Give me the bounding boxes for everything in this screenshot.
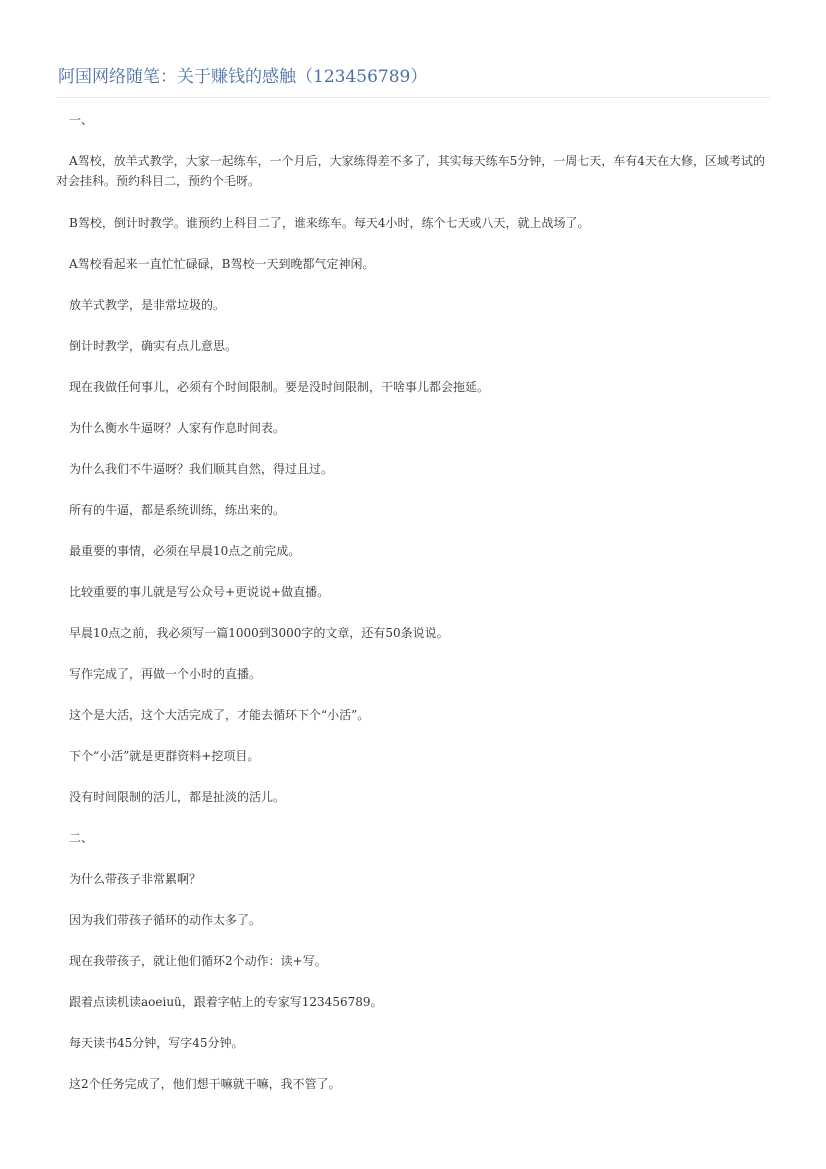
paragraph: A驾校看起来一直忙忙碌碌，B驾校一天到晚都气定神闲。 — [69, 257, 375, 271]
paragraph: 现在我做任何事儿，必须有个时间限制。要是没时间限制，干啥事儿都会拖延。 — [69, 380, 490, 394]
paragraph: 这个是大活，这个大活完成了，才能去循环下个“小活”。 — [69, 708, 370, 722]
paragraph: 为什么衡水牛逼呀？人家有作息时间表。 — [69, 421, 286, 435]
paragraph: 比较重要的事儿就是写公众号+更说说+做直播。 — [69, 585, 330, 599]
paragraph: 早晨10点之前，我必须写一篇1000到3000字的文章，还有50条说说。 — [69, 626, 449, 640]
paragraph: 因为我们带孩子循环的动作太多了。 — [69, 913, 262, 927]
paragraph: B驾校，倒计时教学。谁预约上科目二了，谁来练车。每天4小时，练个七天或八天，就上战场了。 — [69, 216, 590, 230]
paragraph: 为什么带孩子非常累啊？ — [69, 872, 202, 886]
paragraph: 为什么我们不牛逼呀？我们顺其自然，得过且过。 — [69, 462, 334, 476]
section-heading: 一、 — [69, 113, 94, 127]
paragraph: 跟着点读机读aoeiuü，跟着字帖上的专家写123456789。 — [69, 995, 383, 1009]
paragraph: 放羊式教学，是非常垃圾的。 — [69, 298, 226, 312]
paragraph: 倒计时教学，确实有点儿意思。 — [69, 339, 238, 353]
paragraph: A驾校，放羊式教学，大家一起练车，一个月后，大家练得差不多了，其实每天练车5分钟，一周七天，车有4天在大修，区域考试的对会挂科。预约科目二，预约个毛呀。 — [56, 154, 765, 188]
paragraph: 写作完成了，再做一个小时的直播。 — [69, 667, 262, 681]
paragraph: 这2个任务完成了，他们想干嘛就干嘛，我不管了。 — [69, 1077, 341, 1091]
article-title: 阿国网络随笔：关于赚钱的感触（123456789） — [58, 67, 428, 87]
paragraph: 每天读书45分钟，写字45分钟。 — [69, 1036, 244, 1050]
title-divider — [56, 97, 770, 98]
paragraph: 没有时间限制的活儿，都是扯淡的活儿。 — [69, 790, 286, 804]
article-body — [56, 110, 770, 1115]
paragraph: 下个“小活”就是更群资料+挖项目。 — [69, 749, 260, 763]
section-heading: 二、 — [69, 831, 94, 845]
paragraph: 现在我带孩子，就让他们循环2个动作：读+写。 — [69, 954, 327, 968]
paragraph: 所有的牛逼，都是系统训练，练出来的。 — [69, 503, 286, 517]
paragraph: 最重要的事情，必须在早晨10点之前完成。 — [69, 544, 301, 558]
